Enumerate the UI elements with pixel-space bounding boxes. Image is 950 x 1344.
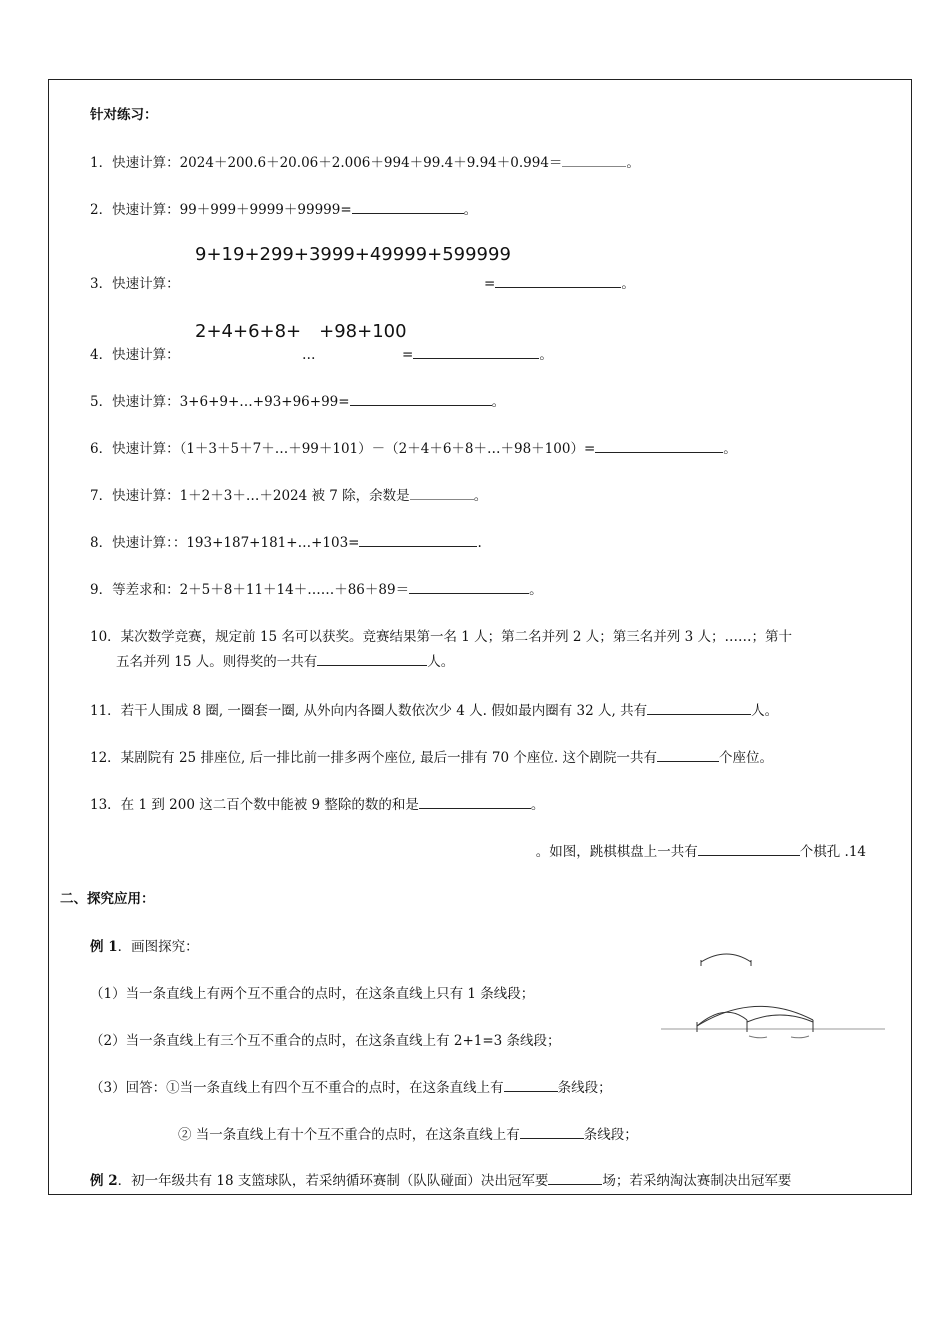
answer-blank[interactable]	[504, 1079, 558, 1092]
question-2: 2．快速计算：99＋999＋9999＋99999= 。	[90, 202, 478, 218]
answer-blank[interactable]	[548, 1172, 602, 1185]
answer-blank[interactable]	[520, 1126, 584, 1139]
q4-ellipsis: …	[302, 347, 316, 363]
question-4-label: 4．快速计算：	[90, 347, 180, 363]
question-9: 9．等差求和：2＋5＋8＋11＋14＋……＋86＋89＝ 。	[90, 582, 543, 598]
q4-expression: 2+4+6+8+ +98+100	[195, 321, 407, 342]
question-5: 5．快速计算：3+6+9+…+93+96+99= 。	[90, 394, 506, 410]
answer-blank[interactable]	[413, 346, 539, 359]
answer-blank[interactable]	[350, 393, 492, 406]
practice-heading: 针对练习：	[90, 107, 158, 123]
frame-bottom-border	[48, 1194, 912, 1195]
question-7: 7．快速计算：1＋2＋3＋…＋2024 被 7 除，余数是 。	[90, 488, 488, 504]
answer-blank[interactable]	[657, 749, 719, 762]
answer-blank[interactable]	[352, 201, 464, 214]
example-1-part-3: （3）回答：①当一条直线上有四个互不重合的点时，在这条直线上有 条线段；	[90, 1080, 612, 1096]
question-11: 11．若干人围成 8 圈, 一圈套一圈, 从外向内各圈人数依次少 4 人. 假如最内圈有 32 人, 共有 人。	[90, 703, 779, 719]
question-1: 1．快速计算：2024＋200.6＋20.06＋2.006＋994＋99.4＋9.94＋0.994＝ 。	[90, 155, 640, 171]
question-3-answer: = 。	[484, 276, 635, 292]
answer-blank[interactable]	[317, 653, 427, 666]
question-10-line1: 10．某次数学竞赛，规定前 15 名可以获奖。竞赛结果第一名 1 人；第二名并列 2 人；第三名并列 3 人；……；第十	[90, 629, 792, 645]
answer-blank[interactable]	[419, 796, 531, 809]
example-1-part-4: ② 当一条直线上有十个互不重合的点时，在这条直线上有 条线段；	[178, 1127, 638, 1143]
question-14: 。如图，跳棋棋盘上一共有 个棋孔 .14	[535, 844, 866, 860]
segment-arc	[791, 1036, 809, 1038]
question-3-label: 3．快速计算：	[90, 276, 180, 292]
line-segment-figure	[655, 940, 895, 1050]
question-4-answer: = 。	[402, 347, 553, 363]
answer-blank[interactable]	[647, 702, 751, 715]
example-1-title: 例 1．画图探究：	[90, 939, 199, 955]
question-12: 12．某剧院有 25 排座位, 后一排比前一排多两个座位, 最后一排有 70 个座位. 这个剧院一共有 个座位。	[90, 750, 773, 766]
answer-blank[interactable]	[698, 843, 800, 856]
question-6: 6．快速计算：（1＋3＋5＋7＋…＋99＋101）－（2＋4＋6＋8＋…＋98＋100）= 。	[90, 441, 737, 457]
example-1-part-2: （2）当一条直线上有三个互不重合的点时，在这条直线上有 2+1=3 条线段；	[90, 1033, 561, 1049]
answer-blank[interactable]	[595, 440, 723, 453]
segment-arc	[701, 954, 751, 962]
answer-blank[interactable]	[359, 534, 477, 547]
answer-blank[interactable]	[410, 487, 474, 500]
segment-arc	[747, 1015, 813, 1022]
segment-arc	[697, 1012, 747, 1026]
question-8: 8．快速计算：：193+187+181+…+103= .	[90, 535, 482, 551]
example-2: 例 2．初一年级共有 18 支篮球队，若采纳循环赛制（队队碰面）决出冠军要 场；若采纳淘汰赛制决出冠军要	[90, 1173, 792, 1189]
answer-blank[interactable]	[562, 154, 626, 167]
question-10-line2: 五名并列 15 人。则得奖的一共有 人。	[116, 654, 455, 670]
question-13: 13．在 1 到 200 这二百个数中能被 9 整除的数的和是 。	[90, 797, 545, 813]
answer-blank[interactable]	[409, 581, 529, 594]
q3-expression: 9+19+299+3999+49999+599999	[195, 244, 511, 265]
explore-heading: 二、探究应用：	[60, 891, 155, 907]
segment-arc	[749, 1036, 767, 1038]
example-1-part-1: （1）当一条直线上有两个互不重合的点时，在这条直线上只有 1 条线段；	[90, 986, 535, 1002]
answer-blank[interactable]	[495, 275, 621, 288]
